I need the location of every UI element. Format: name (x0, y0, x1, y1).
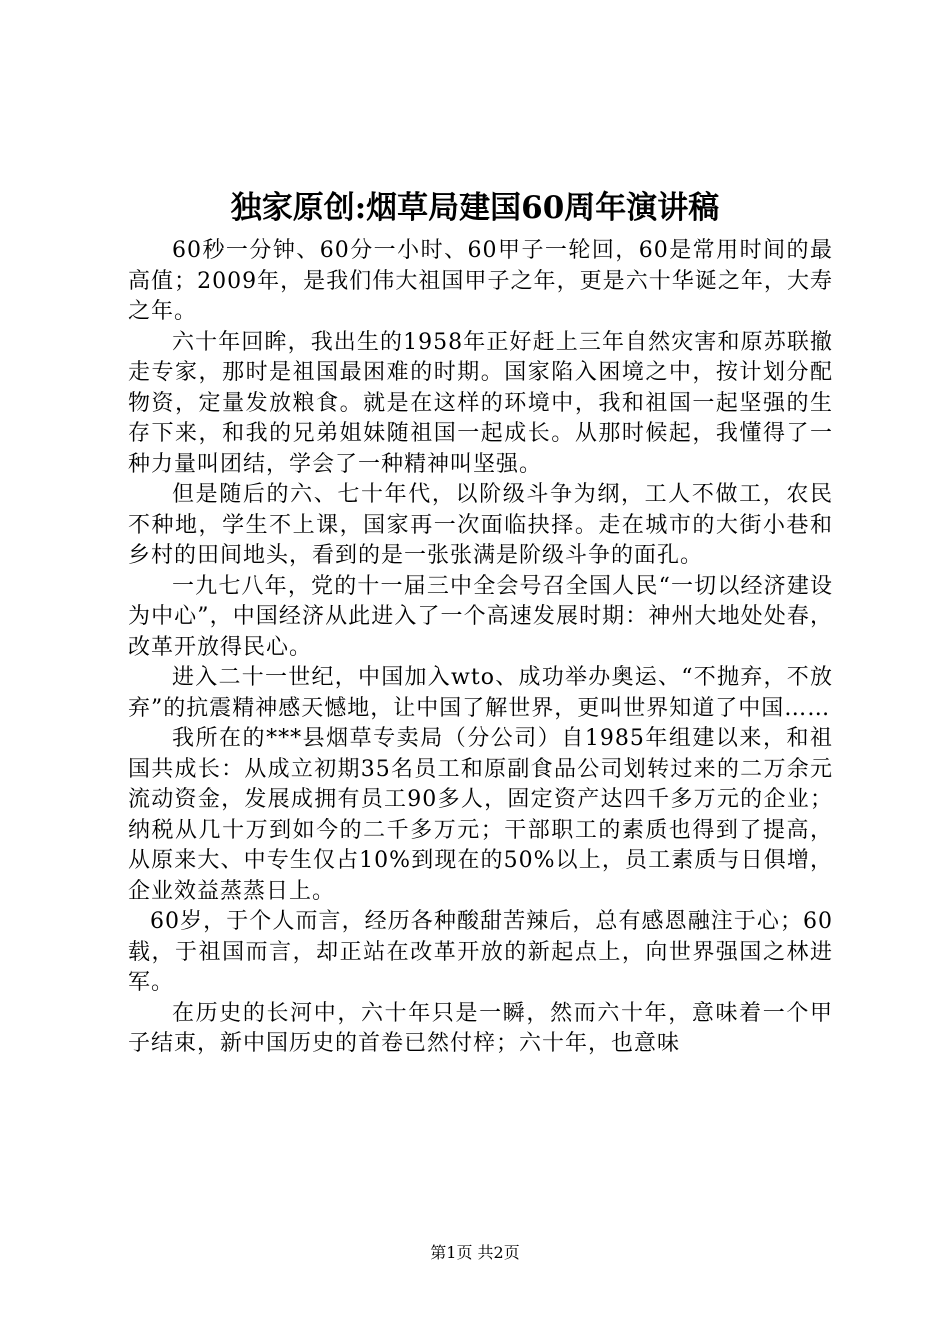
paragraph-6: 我所在的***县烟草专卖局（分公司）自1985年组建以来，和祖国共成长：从成立初期35名员工和原副食品公司划转过来的二万余元流动资金，发展成拥有员工90多人，固定资产达四千多万元的企业；纳税从几十万到如今的二千多万元；干部职工的素质也得到了提高，从原来大、中专生仅占10%到现在的50%以上，员工素质与日俱增，企业效益蒸蒸日上。 (128, 726, 833, 904)
paragraph-2: 六十年回眸，我出生的1958年正好赶上三年自然灾害和原苏联撤走专家，那时是祖国最困难的时期。国家陷入困境之中，按计划分配物资，定量发放粮食。就是在这样的环境中，我和祖国一起坚强的生存下来，和我的兄弟姐妹随祖国一起成长。从那时候起，我懂得了一种力量叫团结，学会了一种精神叫坚强。 (128, 329, 833, 477)
paragraph-4: 一九七八年，党的十一届三中全会号召全国人民“一切以经济建设为中心”，中国经济从此进入了一个高速发展时期：神州大地处处春，改革开放得民心。 (128, 573, 833, 660)
document-title: 独家原创:烟草局建国60周年演讲稿 (230, 190, 720, 226)
page-footer: 第1页 共2页 (430, 1243, 520, 1262)
document-body (128, 236, 833, 1060)
paragraph-8: 在历史的长河中，六十年只是一瞬，然而六十年，意味着一个甲子结束，新中国历史的首卷已然付梓；六十年，也意味 (128, 1000, 833, 1056)
paragraph-3: 但是随后的六、七十年代，以阶级斗争为纲，工人不做工，农民不种地，学生不上课，国家再一次面临抉择。走在城市的大街小巷和乡村的田间地头，看到的是一张张满是阶级斗争的面孔。 (128, 482, 833, 568)
paragraph-1: 60秒一分钟、60分一小时、60甲子一轮回，60是常用时间的最高值；2009年，是我们伟大祖国甲子之年，更是六十华诞之年，大寿之年。 (128, 238, 833, 324)
paragraph-7: 60岁，于个人而言，经历各种酸甜苦辣后，总有感恩融注于心；60载，于祖国而言，却正站在改革开放的新起点上，向世界强国之林进军。 (128, 909, 833, 995)
paragraph-5: 进入二十一世纪，中国加入wto、成功举办奥运、“不抛弃，不放弃”的抗震精神感天憾地，让中国了解世界，更叫世界知道了中国…… (128, 665, 833, 721)
